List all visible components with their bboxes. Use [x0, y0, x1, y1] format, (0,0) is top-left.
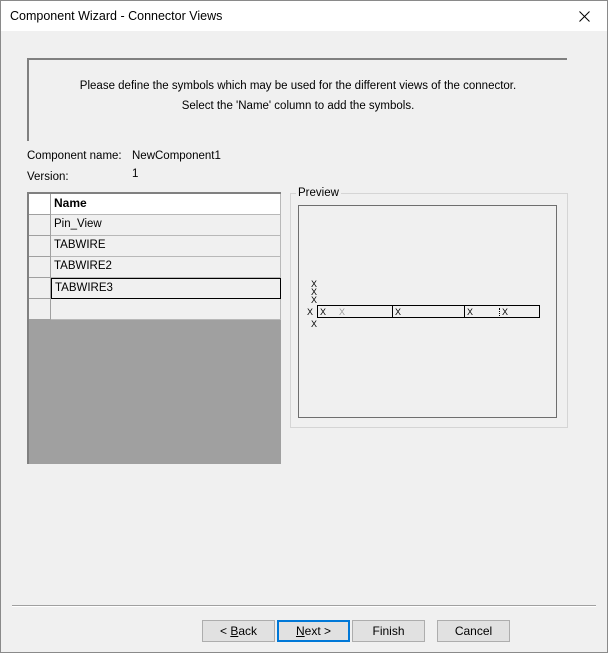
preview-marker: X — [320, 307, 327, 317]
component-name-label: Component name: — [27, 150, 122, 162]
preview-legend: Preview — [298, 187, 339, 199]
preview-marker: X — [339, 307, 346, 317]
window-title: Component Wizard - Connector Views — [10, 9, 223, 23]
row-header[interactable] — [29, 299, 51, 320]
preview-divider — [499, 308, 500, 316]
back-label: ack — [238, 624, 258, 638]
preview-marker: X — [311, 279, 318, 289]
next-label: ext > — [304, 624, 332, 638]
back-prefix: < — [219, 624, 231, 638]
name-cell[interactable]: TABWIRE — [51, 236, 281, 257]
version-label: Version: — [27, 171, 69, 183]
name-cell[interactable]: Pin_View — [51, 215, 281, 236]
preview-marker: X — [311, 319, 318, 329]
name-cell[interactable]: TABWIRE2 — [51, 257, 281, 278]
close-icon — [579, 11, 590, 22]
name-column-header[interactable]: Name — [51, 194, 281, 215]
table-row[interactable] — [29, 236, 281, 257]
next-mnemonic: N — [295, 624, 305, 638]
preview-symbol-box — [392, 305, 465, 318]
row-header[interactable] — [29, 257, 51, 278]
back-button[interactable] — [202, 620, 275, 642]
name-cell-empty[interactable] — [51, 299, 281, 320]
row-header[interactable] — [29, 236, 51, 257]
preview-marker: X — [502, 307, 509, 317]
table-row[interactable] — [29, 257, 281, 278]
preview-marker: X — [311, 295, 318, 305]
symbol-grid[interactable] — [27, 192, 281, 464]
preview-marker: X — [307, 307, 314, 317]
instruction-banner — [27, 58, 567, 141]
table-row[interactable] — [29, 278, 281, 299]
table-row[interactable] — [29, 215, 281, 236]
close-button[interactable] — [561, 1, 607, 31]
version-value: 1 — [132, 168, 139, 180]
preview-symbol-box — [317, 305, 393, 318]
row-header[interactable] — [29, 215, 51, 236]
instruction-line-2: Select the 'Name' column to add the symbols. — [181, 100, 415, 112]
next-button[interactable] — [277, 620, 350, 642]
cancel-button[interactable]: Cancel — [437, 620, 510, 642]
preview-marker: X — [467, 307, 474, 317]
new-row[interactable] — [29, 299, 281, 320]
title-bar — [1, 1, 607, 31]
preview-marker: X — [311, 287, 318, 297]
grid-header-row — [29, 194, 281, 215]
footer-separator — [12, 605, 596, 607]
preview-marker: X — [395, 307, 402, 317]
grid-corner-cell[interactable] — [29, 194, 51, 215]
component-name-value: NewComponent1 — [132, 150, 221, 162]
finish-button[interactable]: Finish — [352, 620, 425, 642]
back-mnemonic: B — [230, 624, 239, 638]
name-cell-selected[interactable]: TABWIRE3 — [51, 278, 281, 299]
row-header[interactable] — [29, 278, 51, 299]
instruction-line-1: Please define the symbols which may be used for the different views of the connector. — [79, 80, 517, 92]
